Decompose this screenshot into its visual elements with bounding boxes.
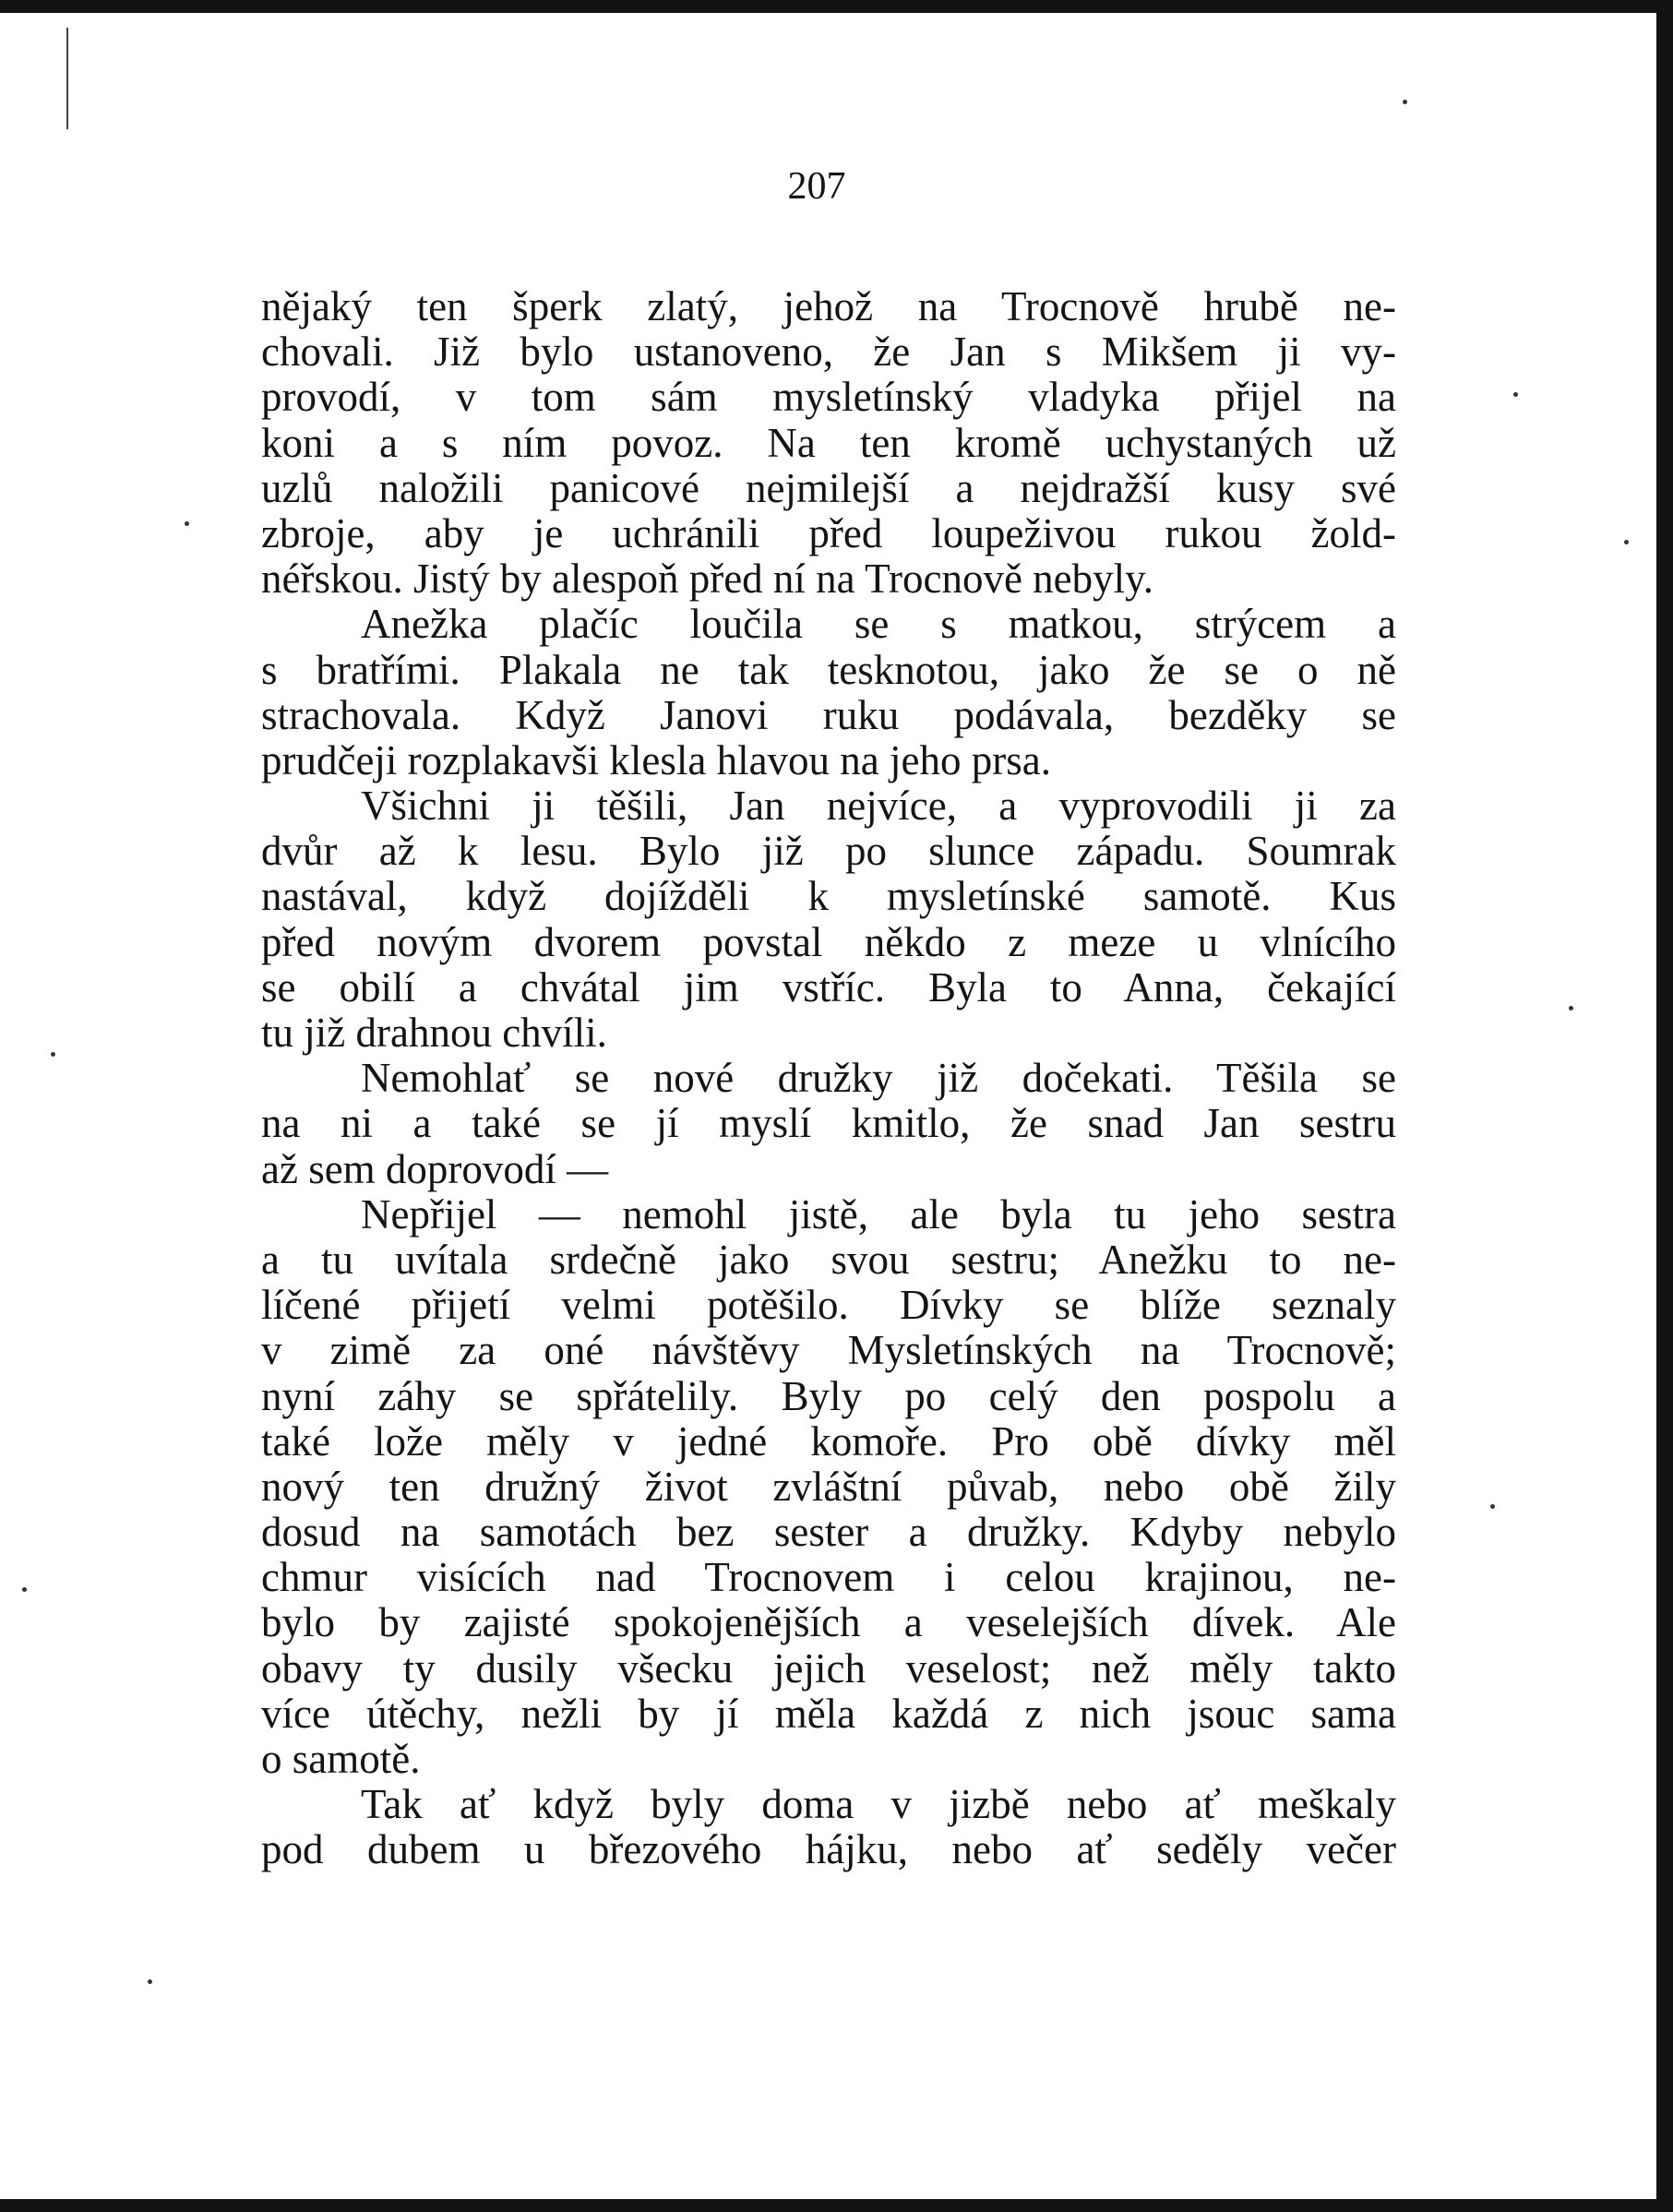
- text-line: dvůr až k lesu. Bylo již po slunce západu. Soumrak: [261, 828, 1396, 875]
- text-line: s bratřími. Plakala ne tak tesknotou, jako že se o ně: [261, 646, 1396, 693]
- text-line: nyní záhy se spřátelily. Byly po celý den pospolu a: [261, 1372, 1396, 1419]
- text-line: o samotě.: [261, 1736, 421, 1782]
- scan-speck: [1403, 100, 1407, 104]
- paragraph: [261, 602, 1396, 783]
- text-line: na ni a také se jí myslí kmitlo, že snad Jan sestru: [261, 1100, 1396, 1147]
- page-number: 207: [787, 165, 846, 208]
- text-line: chmur visících nad Trocnovem i celou krajinou, ne-: [261, 1554, 1396, 1601]
- scan-speck: [185, 521, 189, 526]
- text-line: chovali. Již bylo ustanoveno, že Jan s Mikšem ji vy-: [261, 329, 1396, 376]
- paragraph: [261, 1056, 1396, 1192]
- text-line: také lože měly v jedné komoře. Pro obě dívky měl: [261, 1417, 1396, 1465]
- text-line: Nemohlať se nové družky již dočekati. Těšila se: [361, 1055, 1396, 1102]
- text-line: nějaký ten šperk zlatý, jehož na Trocnově hrubě ne-: [261, 283, 1396, 329]
- text-line: néřskou. Jistý by alespoň před ní na Trocnově nebyly.: [261, 556, 1153, 603]
- text-line: strachovala. Když Janovi ruku podávala, bezděky se: [261, 691, 1396, 738]
- scan-speck: [148, 1979, 152, 1984]
- text-line: před novým dvorem povstal někdo z meze u vlnícího: [261, 918, 1396, 965]
- text-line: dosud na samotách bez sester a družky. Kdyby nebylo: [261, 1509, 1396, 1556]
- scan-speck: [22, 1587, 27, 1592]
- paragraph: [261, 1192, 1396, 1782]
- text-line: tu již drahnou chvíli.: [261, 1010, 607, 1056]
- paragraph: [261, 783, 1396, 1056]
- text-line: obavy ty dusily všecku jejich veselost; než měly takto: [261, 1644, 1396, 1692]
- text-line: Anežka plačíc loučila se s matkou, strýcem a: [361, 601, 1396, 648]
- text-line: zbroje, aby je uchránili před loupeživou rukou žold-: [261, 509, 1396, 556]
- body-text: [261, 284, 1396, 1873]
- scan-speck: [1513, 392, 1518, 397]
- text-line: bylo by zajisté spokojenějších a veselejších dívek. Ale: [261, 1599, 1396, 1646]
- text-line: nastával, když dojížděli k mysletínské samotě. Kus: [261, 873, 1396, 920]
- text-line: až sem doprovodí —: [261, 1145, 609, 1192]
- text-line: v zimě za oné návštěvy Mysletínských na Trocnově;: [261, 1327, 1396, 1374]
- scan-border-top: [0, 0, 1673, 13]
- text-line: více útěchy, nežli by jí měla každá z nich jsouc sama: [261, 1690, 1396, 1737]
- text-line: pod dubem u březového hájku, nebo ať seděly večer: [261, 1826, 1396, 1873]
- text-line: provodí, v tom sám mysletínský vladyka přijel na: [261, 374, 1396, 421]
- scan-speck: [51, 1052, 55, 1057]
- text-line: prudčeji rozplakavši klesla hlavou na jeho prsa.: [261, 736, 1051, 783]
- scan-speck: [1569, 1006, 1573, 1010]
- text-line: uzlů naložili panicové nejmilejší a nejdražší kusy své: [261, 464, 1396, 511]
- text-line: koni a s ním povoz. Na ten kromě uchystaných už: [261, 419, 1396, 466]
- scan-border-bottom: [0, 2199, 1673, 2212]
- scan-margin-mark: [66, 28, 68, 129]
- paragraph: [261, 1782, 1396, 1872]
- scan-border-right: [1656, 0, 1673, 2212]
- text-line: a tu uvítala srdečně jako svou sestru; Anežku to ne-: [261, 1236, 1396, 1283]
- text-line: nový ten družný život zvláštní půvab, nebo obě žily: [261, 1463, 1396, 1510]
- scan-speck: [1624, 540, 1629, 544]
- text-line: Tak ať když byly doma v jizbě nebo ať meškaly: [361, 1781, 1396, 1828]
- paragraph: [261, 284, 1396, 602]
- text-line: se obilí a chvátal jim vstříc. Byla to Anna, čekající: [261, 963, 1396, 1010]
- text-line: líčené přijetí velmi potěšilo. Dívky se blíže seznaly: [261, 1282, 1396, 1329]
- scan-speck: [1490, 1504, 1495, 1509]
- text-line: Všichni ji těšili, Jan nejvíce, a vyprovodili ji za: [361, 783, 1396, 830]
- text-line: Nepřijel — nemohl jistě, ale byla tu jeho sestra: [361, 1190, 1396, 1238]
